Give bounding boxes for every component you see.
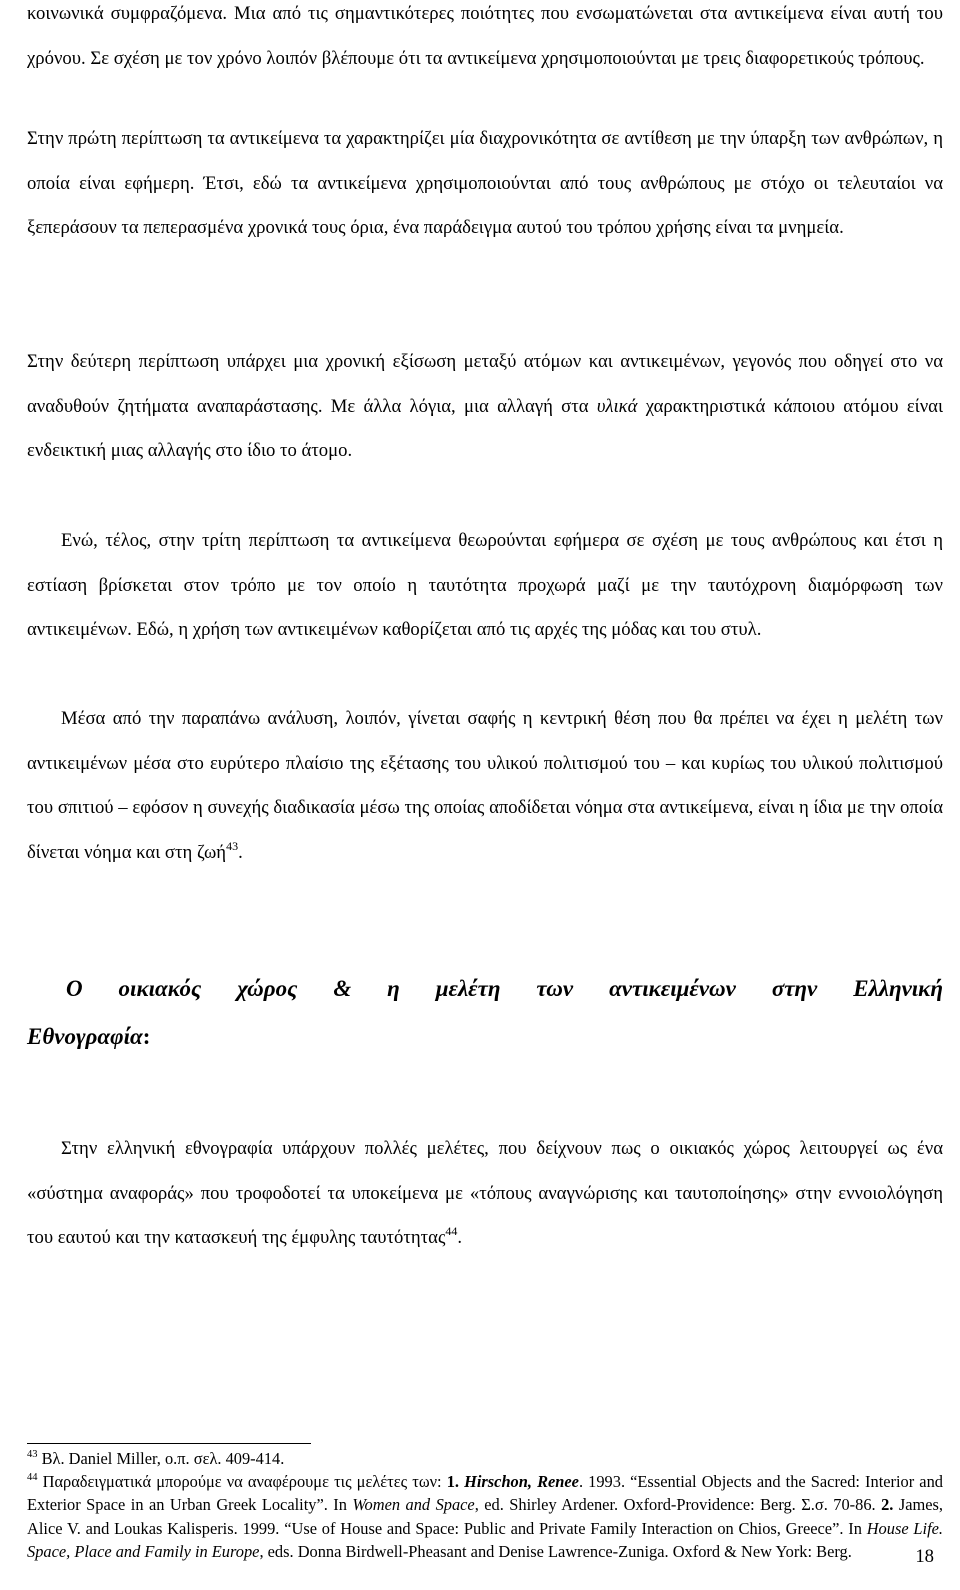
paragraph-text: Στην πρώτη περίπτωση τα αντικείμενα τα χαρακτηρίζει μία διαχρονικότητα σε αντίθεση με την ύπαρξη των ανθρώπων, η οποία είναι εφήμερη. Έτσι, εδώ τα αντικείμενα χρησιμοποιούνται από τους ανθρώπους με στόχο οι τελευταίοι να ξεπεράσουν τα πεπερασμένα χρονικά τους όρια, ένα παράδειγμα αυτού του τρόπου χρήσης είναι τα μνημεία. [27,128,943,239]
paragraph-text: κοινωνικά συμφραζόμενα. Μια από τις σημαντικότερες ποιότητες που ενσωματώνεται στα αντικείμενα είναι αυτή του χρόνου. Σε σχέση με τον χρόνο λοιπόν βλέπουμε ότι τα αντικείμενα χρησιμοποιούνται με τρεις διαφορετικούς τρόπους. [27,3,943,69]
heading-colon: : [142,1024,151,1049]
footnote-marker: 43 [27,1449,38,1460]
paragraph-text: Στην δεύτερη περίπτωση υπάρχει μια χρονική εξίσωση μεταξύ ατόμων και αντικειμένων, γεγονός που οδηγεί στο να αναδυθούν ζητήματα αναπαράστασης. Με άλλα λόγια, μια αλλαγή στα [27,351,943,417]
footnote-text: . 1993. “Essential Objects and the Sacred: Interior and Exterior Space in an Urban Greek Locality”. In [27,1472,943,1515]
paragraph-third-case [27,519,943,653]
paragraph-continuation [27,0,943,81]
heading-line-2: Εθνογραφία [27,1024,143,1049]
footnote-book-title: House Life. Space, Place and Family in Europe [27,1518,944,1561]
paragraph-text: Στην ελληνική εθνογραφία υπάρχουν πολλές μελέτες, που δείχνουν πως ο οικιακός χώρος λειτουργεί ως ένα «σύστημα αναφοράς» που τροφοδοτεί τα υποκείμενα με «τόπους αναγνώρισης και ταυτοποίησης» στην εννοιολόγηση του εαυτού και την κατασκευή της έμφυλης ταυτότητας [27,1138,943,1249]
paragraph-ethnography [27,1127,943,1261]
paragraph-analysis [27,697,943,875]
footnote-item-number: 2. [881,1495,894,1515]
heading-line-1: Ο οικιακός χώρος & η μελέτη των αντικειμένων στην Ελληνική [66,976,943,1001]
page-number: 18 [915,1546,934,1567]
paragraph-second-case [27,340,943,474]
footnotes [27,1447,943,1563]
footnote-text: Βλ. Daniel Miller, ο.π. σελ. 409-414. [37,1449,285,1468]
footnote-44 [27,1470,943,1563]
emphasis-text: υλικά [596,395,638,417]
footnote-reference-43[interactable]: 43 [226,838,239,853]
footnote-43 [27,1447,943,1470]
section-heading [27,965,943,1061]
footnote-text: , ed. Shirley Ardener. Oxford-Providence: Berg. Σ.σ. 70-86. [474,1495,882,1515]
footnote-marker: 44 [27,1472,38,1484]
paragraph-text: χαρακτηριστικά κάποιου ατόμου είναι ενδεικτική μιας αλλαγής στο ίδιο το άτομο. [27,395,943,462]
footnote-item-number: 1. [446,1472,459,1492]
footnote-book-title: Women and Space [352,1495,475,1515]
paragraph-text: Μέσα από την παραπάνω ανάλυση, λοιπόν, γίνεται σαφής η κεντρική θέση που θα πρέπει να έχει η μελέτη των αντικειμένων μέσα στο ευρύτερο πλαίσιο της εξέτασης του υλικού πολιτισμού του – και κυρίως του υλικού πολιτισμού του σπιτιού – εφόσον η συνεχής διαδικασία μέσω της οποίας αποδίδεται νόημα στα αντικείμενα, είναι η ίδια με την οποία δίνεται νόημα και στη ζωή [27,708,943,863]
paragraph-end: . [457,1227,463,1249]
footnote-reference-44[interactable]: 44 [445,1224,458,1239]
footnote-text: James, Alice V. and Loukas Kalisperis. 1999. “Use of House and Space: Public and Private Family Interaction on Chios, Greece”. In [27,1495,943,1538]
paragraph-text: Ενώ, τέλος, στην τρίτη περίπτωση τα αντικείμενα θεωρούνται εφήμερα σε σχέση με τους ανθρώπους και έτσι η εστίαση βρίσκεται στον τρόπο με τον οποίο η ταυτότητα προχωρά μαζί με την ταυτόχρονη διαμόρφωση των αντικειμένων. Εδώ, η χρήση των αντικειμένων καθορίζεται από τις αρχές της μόδας και του στυλ. [27,530,943,641]
footnote-separator [27,1443,311,1444]
footnote-text: Παραδειγματικά μπορούμε να αναφέρουμε τις μελέτες των: [37,1472,447,1492]
paragraph-first-case [27,117,943,251]
footnote-text: , eds. Donna Birdwell-Pheasant and Denise Lawrence-Zuniga. Oxford & New York: Berg. [259,1541,852,1561]
paragraph-end: . [238,841,243,863]
footnote-author: Hirschon, Renee [464,1472,579,1492]
